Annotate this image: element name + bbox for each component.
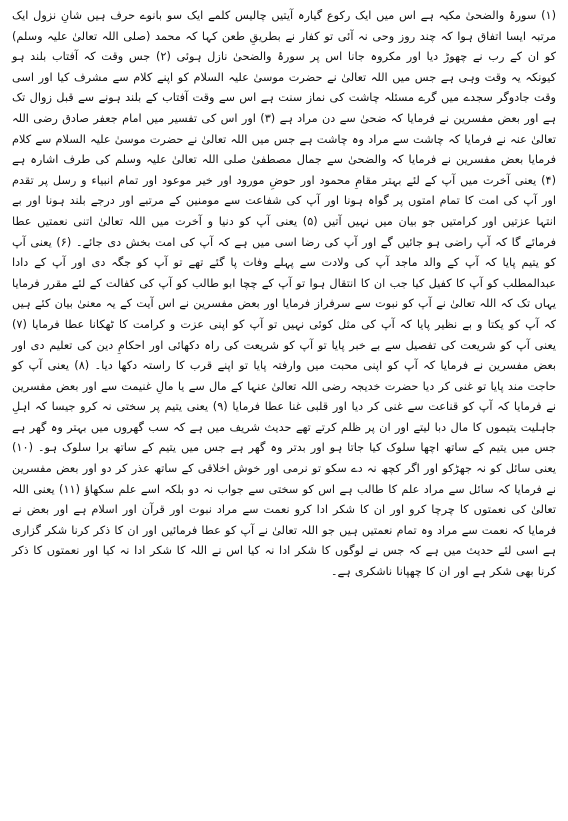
paragraph-4: (۱۰) یعنی سائل کو نہ جھڑکو اور اگر کچھ نہ دے سکو تو نرمی اور خوش اخلاقی کے ساتھ عذر کر دو اور بعض مفسرین نے فرمایا کہ سائل سے مراد علم کا طالب ہے اس کو سختی سے جواب نہ دو بلکہ اسے علم سکھاؤ (۱۱) یعنی اللہ تعالیٰ کی نعمتوں کا چرچا کرو اور ان کا شکر ادا کرو نعمت سے مراد نبوت اور قرآن اور اسلام ہے اور بعض نے فرمایا کہ نعمت سے مراد وہ تمام نعمتیں ہیں جو اللہ تعالیٰ نے آپ کو عطا فرمائیں اور ان کا ذکر کرنا شکر گزاری ہے اسی لئے حدیث میں ہے کہ جس نے لوگوں کا شکر ادا نہ کیا اس نے اللہ کا شکر ادا نہ کیا اور نعمتوں کا ذکر کرنا بھی شکر ہے اور ان کا چھپانا ناشکری ہے۔ xyxy=(12,441,557,579)
paragraph-3: (۸) یعنی آپ کو حاجت مند پایا تو غنی کر دیا حضرت خدیجہ رضی اللہ تعالیٰ عنہا کے مال سے یا مالِ غنیمت سے اور بعض مفسرین نے فرمایا کہ آپ کو قناعت سے غنی کر دیا اور قلبی غنا عطا فرمایا (۹) یعنی یتیم پر سختی نہ کرو جیسا کہ اہلِ جاہلیت یتیموں کا مال دبا لیتے اور ان پر ظلم کرتے تھے حدیث شریف میں ہے کہ سب گھروں میں بہتر وہ گھر ہے جس میں یتیم کے ساتھ اچھا سلوک کیا جاتا ہو اور بدتر وہ گھر ہے جس میں یتیم کے ساتھ برا سلوک ہو۔ xyxy=(12,359,556,455)
paragraph-1: (۱) سورۂ والضحیٰ مکیہ ہے اس میں ایک رکوع گیارہ آیتیں چالیس کلمے ایک سو بانوے حرف ہیں شانِ نزول ایک مرتبہ ایسا اتفاق ہوا کہ چند روز وحی نہ آئی تو کفار نے بطریقِ طعن کہا کہ محمد (صلی اللہ تعالیٰ علیہ وسلم) کو ان کے رب نے چھوڑ دیا اور مکروہ جانا اس پر سورۂ والضحیٰ نازل ہوئی (۲) جس وقت کہ آفتاب بلند ہو کیونکہ یہ وقت وہی ہے جس میں اللہ تعالیٰ نے حضرت موسیٰ علیہ السلام کو اپنے کلام سے مشرف کیا اور اسی وقت جادوگر سجدے میں گرے مسئلہ چاشت کی نماز سنت ہے اس سے وقت آفتاب کے بلند ہونے سے قبل زوال تک ہے اور بعض مفسرین نے فرمایا کہ ضحیٰ سے دن مراد ہے (۳) اور اس کی تفسیر میں امام جعفر صادق رضی اللہ تعالیٰ عنہ نے فرمایا کہ چاشت سے مراد وہ چاشت ہے جس میں اللہ تعالیٰ نے حضرت موسیٰ علیہ السلام سے کلام فرمایا بعض مفسرین نے فرمایا کہ والضحیٰ سے جمال مصطفیٰ صلی اللہ تعالیٰ علیہ وسلم کی طرف اشارہ ہے (۴) یعنی آخرت میں آپ کے لئے بہتر مقامِ محمود اور حوضِ مورود اور خیر موعود اور تمام انبیاء و رسل پر تقدم اور آپ کی امت کا تمام امتوں پر گواہ ہونا اور آپ کی شفاعت سے مومنین کے مرتبے اور درجے بلند ہونا اور بے انتہا عزتیں اور کرامتیں جو بیان میں نہیں آتیں (۵) یعنی آپ کو دنیا و آخرت میں اللہ تعالیٰ اتنی نعمتیں عطا فرمائے گا کہ آپ راضی ہو جائیں گے اور آپ کی رضا اسی میں ہے کہ آپ کی امت بخش دی جائے۔ xyxy=(12,9,557,249)
paragraph-2: (۶) یعنی آپ کو یتیم پایا کہ آپ کے والد ماجد آپ کی ولادت سے پہلے وفات پا گئے تھے تو آپ کو جگہ دی اور آپ کے دادا عبدالمطلب کو آپ کا کفیل کیا جب ان کا انتقال ہوا تو آپ کے چچا ابو طالب کو آپ کی کفالت کے لئے مقرر فرمایا یہاں تک کہ اللہ تعالیٰ نے آپ کو نبوت سے سرفراز فرمایا اور بعض مفسرین نے اس آیت کے یہ معنیٰ بیان کئے ہیں کہ آپ کو یکتا و بے نظیر پایا کہ آپ کی مثل کوئی نہیں تو آپ کو اپنی عزت و کرامت کا ٹھکانا عطا فرمایا (۷) یعنی آپ کو شریعت کی تفصیل سے بے خبر پایا تو آپ کو شریعت کی راہ دکھائی اور احکامِ دین کی تعلیم دی اور بعض مفسرین نے فرمایا کہ آپ کو اپنی محبت میں وارفتہ پایا تو اپنے قرب کا راستہ دکھا دیا۔ xyxy=(12,235,556,373)
footnotes-text xyxy=(12,6,556,583)
